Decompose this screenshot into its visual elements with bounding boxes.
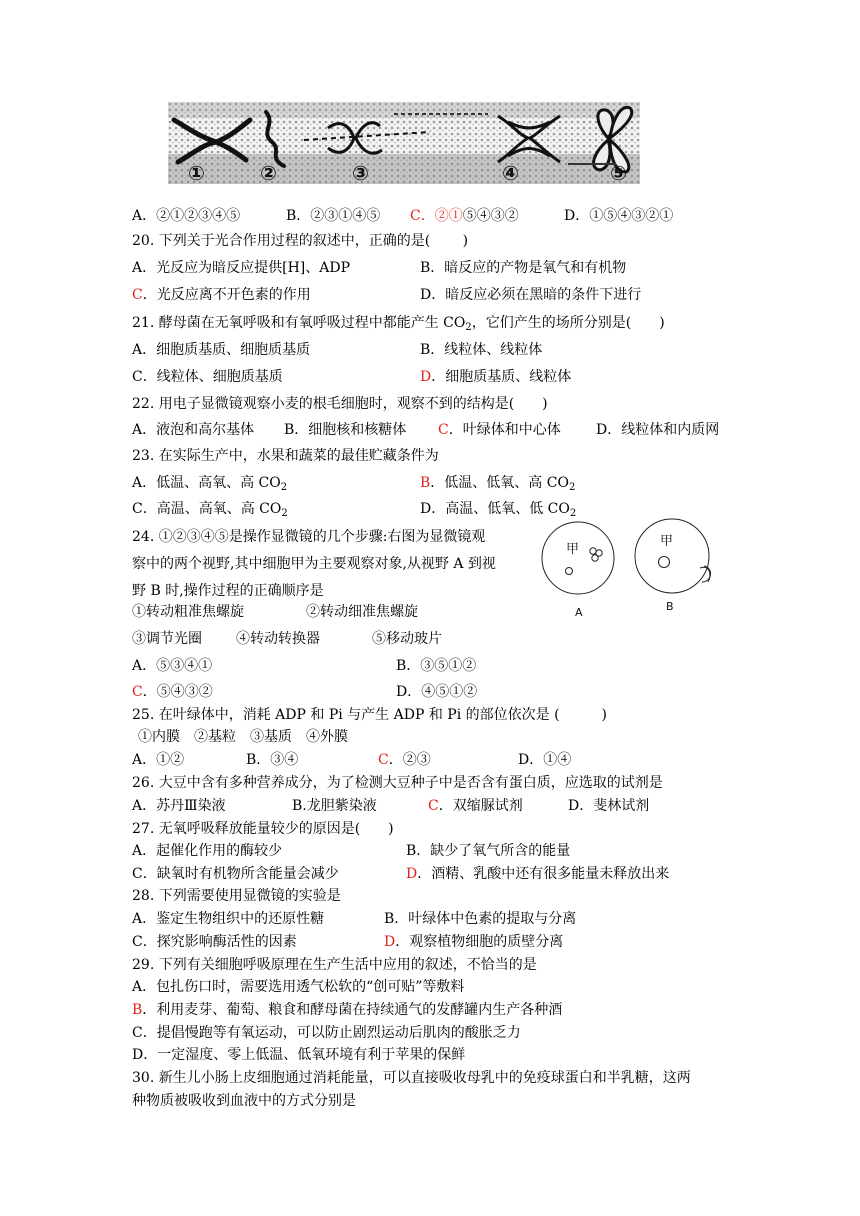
q24-step-1: ①转动粗准焦螺旋 bbox=[132, 604, 244, 620]
q28-option-d-letter: D bbox=[384, 934, 396, 950]
q27-option-d bbox=[406, 864, 669, 884]
q24-option-c bbox=[132, 682, 213, 702]
q19-option-c-rest: ⑤④③② bbox=[462, 208, 519, 224]
q21-option-d-letter: D bbox=[420, 369, 432, 385]
q21-option-a: A．细胞质基质、细胞质基质 bbox=[132, 342, 311, 358]
q26-option-c-text: ．双缩脲试剂 bbox=[438, 798, 523, 814]
q23-stem: 23. 在实际生产中，水果和蔬菜的最佳贮藏条件为 bbox=[132, 448, 439, 464]
q21-option-b: B．线粒体、线粒体 bbox=[420, 342, 543, 358]
q24-option-c-text: ．⑤④③② bbox=[142, 684, 213, 700]
q25-stem: 25. 在叶绿体中，消耗 ADP 和 Pi 与产生 ADP 和 Pi 的部位依次是 ( ) bbox=[132, 707, 607, 723]
q24-step-3: ③调节光圈 bbox=[132, 631, 202, 647]
q23-option-b-letter: B bbox=[420, 475, 431, 491]
q19-option-c-letter: C． bbox=[410, 208, 435, 224]
field-b-cell-label: 甲 bbox=[660, 534, 674, 549]
q21-stem-post: ，它们产生的场所分别是( ) bbox=[471, 315, 665, 331]
q20-option-b: B．暗反应的产物是氧气和有机物 bbox=[420, 260, 627, 276]
q22-option-d: D．线粒体和内质网 bbox=[596, 422, 720, 438]
q23-option-c bbox=[132, 499, 288, 519]
q23-option-d-text: D．高温、低氧、低 CO bbox=[420, 501, 570, 517]
q30-stem-line2: 种物质被吸收到血液中的方式分别是 bbox=[132, 1093, 356, 1109]
q23-option-c-sub: 2 bbox=[281, 508, 288, 519]
q25-option-d: D．①④ bbox=[518, 752, 572, 768]
q24-step-4: ④转动转换器 bbox=[236, 631, 320, 647]
q21-option-d-text: ．细胞质基质、线粒体 bbox=[431, 369, 572, 385]
q23-option-a bbox=[132, 473, 287, 493]
q28-option-d bbox=[384, 932, 563, 952]
q22-option-b: B．细胞核和核糖体 bbox=[284, 422, 407, 438]
q26-option-b: B.龙胆紫染液 bbox=[292, 798, 377, 814]
chromosome-figure bbox=[168, 102, 640, 184]
field-a-cell-label: 甲 bbox=[566, 542, 580, 557]
q20-option-a: A．光反应为暗反应提供[H]、ADP bbox=[132, 260, 350, 276]
q21-stem-sub: 2 bbox=[465, 322, 472, 333]
q30-stem-line1: 30. 新生儿小肠上皮细胞通过消耗能量，可以直接吸收母乳中的免疫球蛋白和半乳糖，这两 bbox=[132, 1070, 691, 1086]
microscope-fields-figure bbox=[540, 512, 720, 617]
q25-option-c-text: ．②③ bbox=[388, 752, 431, 768]
q19-option-b: B．②③①④⑤ bbox=[286, 208, 381, 224]
q24-stem-line1: 24. ①②③④⑤是操作显微镜的几个步骤:右图为显微镜观 bbox=[132, 529, 486, 545]
q24-step-2: ②转动细准焦螺旋 bbox=[306, 604, 418, 620]
q29-option-b-text: ．利用麦芽、葡萄、粮食和酵母菌在持续通气的发酵罐内生产各种酒 bbox=[142, 1002, 563, 1018]
q26-option-c bbox=[428, 796, 523, 816]
q21-stem-pre: 21. 酵母菌在无氧呼吸和有氧呼吸过程中都能产生 CO bbox=[132, 315, 466, 331]
q25-parts: ①内膜 ②基粒 ③基质 ④外膜 bbox=[138, 729, 348, 745]
q20-option-c-letter: C bbox=[132, 287, 143, 303]
q25-option-a: A．①② bbox=[132, 752, 185, 768]
q21-option-c: C．线粒体、细胞质基质 bbox=[132, 369, 283, 385]
q29-option-c: C．提倡慢跑等有氧运动，可以防止剧烈运动后肌肉的酸胀乏力 bbox=[132, 1025, 521, 1041]
chromosome-label-3: ③ bbox=[352, 161, 369, 184]
q28-option-c: C．探究影响酶活性的因素 bbox=[132, 934, 297, 950]
q29-option-d: D．一定湿度、零上低温、低氧环境有利于苹果的保鲜 bbox=[132, 1047, 466, 1063]
q27-option-d-text: ．酒精、乳酸中还有很多能量未释放出来 bbox=[417, 866, 670, 882]
q28-stem: 28. 下列需要使用显微镜的实验是 bbox=[132, 888, 341, 904]
q20-option-c bbox=[132, 285, 311, 305]
q22-option-c-text: ．叶绿体和中心体 bbox=[448, 422, 561, 438]
q23-option-c-text: C．高温、高氧、高 CO bbox=[132, 501, 282, 517]
q19-option-c bbox=[410, 206, 519, 226]
q22-option-a: A．液泡和高尔基体 bbox=[132, 422, 255, 438]
q22-option-c bbox=[438, 420, 561, 440]
q29-option-a: A．包扎伤口时，需要选用透气松软的“创可贴”等敷料 bbox=[132, 979, 465, 995]
q24-option-c-letter: C bbox=[132, 684, 143, 700]
q24-stem-line2: 察中的两个视野,其中细胞甲为主要观察对象,从视野 A 到视 bbox=[132, 556, 496, 572]
field-a-label: A bbox=[575, 606, 583, 617]
q25-option-c-letter: C bbox=[378, 752, 389, 768]
q21-stem bbox=[132, 313, 665, 333]
q29-stem: 29. 下列有关细胞呼吸原理在生产生活中应用的叙述，不恰当的是 bbox=[132, 957, 537, 973]
q26-option-c-letter: C bbox=[428, 798, 439, 814]
chromosome-label-4: ④ bbox=[502, 161, 519, 184]
q20-stem: 20. 下列关于光合作用过程的叙述中，正确的是( ) bbox=[132, 233, 469, 249]
q19-option-c-red: ②① bbox=[434, 208, 463, 224]
q27-option-b: B．缺少了氧气所含的能量 bbox=[406, 843, 571, 859]
field-b bbox=[635, 519, 711, 593]
q23-option-a-sub: 2 bbox=[280, 482, 288, 493]
q28-option-b: B．叶绿体中色素的提取与分离 bbox=[384, 911, 577, 927]
q24-option-b: B．③⑤①② bbox=[396, 658, 477, 674]
q26-option-d: D．斐林试剂 bbox=[568, 798, 650, 814]
q19-option-d: D．①⑤④③②① bbox=[564, 208, 674, 224]
q24-step-5: ⑤移动玻片 bbox=[372, 631, 442, 647]
q23-option-b-text: ．低温、低氧、高 CO bbox=[430, 475, 569, 491]
chromosome-label-5: ⑤ bbox=[610, 161, 627, 184]
q20-option-d: D．暗反应必须在黑暗的条件下进行 bbox=[420, 287, 642, 303]
q27-option-c: C．缺氧时有机物所含能量会减少 bbox=[132, 866, 339, 882]
field-a bbox=[542, 522, 614, 594]
q26-stem: 26. 大豆中含有多种营养成分，为了检测大豆种子中是否含有蛋白质，应选取的试剂是 bbox=[132, 775, 663, 791]
q21-option-d bbox=[420, 367, 571, 387]
q25-option-b: B．③④ bbox=[246, 752, 299, 768]
q23-option-b bbox=[420, 473, 575, 493]
q24-stem-line3: 野 B 时,操作过程的正确顺序是 bbox=[132, 583, 324, 599]
field-b-label: B bbox=[666, 600, 674, 613]
q22-option-c-letter: C bbox=[438, 422, 449, 438]
q24-option-d: D．④⑤①② bbox=[396, 684, 478, 700]
q29-option-b bbox=[132, 1000, 562, 1020]
q28-option-a: A．鉴定生物组织中的还原性糖 bbox=[132, 911, 325, 927]
q20-option-c-text: ．光反应离不开色素的作用 bbox=[142, 287, 311, 303]
chromosome-label-1: ① bbox=[188, 161, 205, 184]
chromosome-label-2: ② bbox=[260, 161, 277, 184]
q23-option-d-sub: 2 bbox=[569, 508, 577, 519]
q23-option-b-sub: 2 bbox=[568, 482, 576, 493]
q27-option-a: A．起催化作用的酶较少 bbox=[132, 843, 283, 859]
q24-option-a: A．⑤③④① bbox=[132, 658, 213, 674]
q19-option-a: A．②①②③④⑤ bbox=[132, 208, 241, 224]
q27-option-d-letter: D bbox=[406, 866, 418, 882]
q23-option-a-text: A．低温、高氧、高 CO bbox=[132, 475, 281, 491]
q27-stem: 27. 无氧呼吸释放能量较少的原因是( ) bbox=[132, 821, 394, 837]
q28-option-d-text: ．观察植物细胞的质壁分离 bbox=[395, 934, 564, 950]
q22-stem: 22. 用电子显微镜观察小麦的根毛细胞时，观察不到的结构是( ) bbox=[132, 396, 548, 412]
q29-option-b-letter: B bbox=[132, 1002, 143, 1018]
q26-option-a: A．苏丹Ⅲ染液 bbox=[132, 798, 226, 814]
q25-option-c bbox=[378, 750, 431, 770]
